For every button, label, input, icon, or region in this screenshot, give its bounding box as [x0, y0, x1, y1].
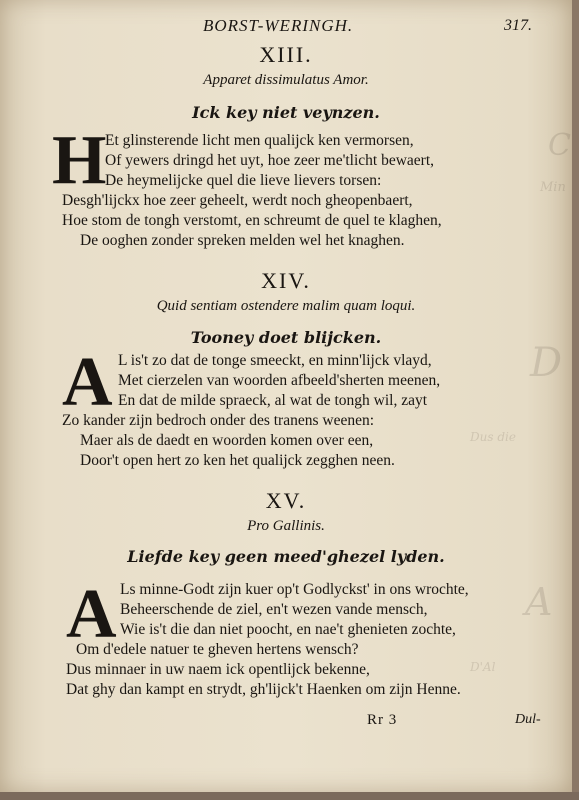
- drop-cap: H: [52, 122, 107, 199]
- bleed-through-text: Min: [540, 180, 566, 195]
- verse-line: Dat ghy dan kampt en strydt, gh'lijck't Haenken om zijn Henne.: [66, 681, 461, 698]
- verse-line: Of yewers dringd het uyt, hoe zeer me'tlicht bewaert,: [105, 152, 435, 169]
- verse-line: Zo kander zijn bedroch onder des tranens weenen:: [62, 412, 375, 429]
- verse-line: Desgh'lijckx hoe zeer geheelt, werdt noch gheopenbaert,: [62, 192, 413, 209]
- section-title: Liefde key geen meed'ghezel lyden.: [127, 547, 445, 566]
- verse-line: Om d'edele natuer te gheven hertens wensch?: [76, 641, 359, 658]
- catchword: Dul-: [515, 712, 541, 727]
- page-number: 317.: [504, 17, 532, 34]
- verse-line: Hoe stom de tongh verstomt, en schreumt de quel te klaghen,: [62, 212, 442, 229]
- section-number: XV.: [265, 488, 307, 513]
- page-edge: [572, 0, 579, 800]
- bleed-through-text: A: [525, 580, 553, 624]
- verse-line: Ls minne-Godt zijn kuer op't Godlyckst' in ons wrochte,: [120, 581, 469, 598]
- bottom-edge: [0, 792, 579, 800]
- bleed-through-text: D: [530, 340, 563, 386]
- verse-line: De heymelijcke quel die lieve lievers torsen:: [105, 172, 382, 189]
- section-title: Tooney doet blijcken.: [190, 328, 382, 347]
- signature-mark: Rr 3: [367, 712, 398, 728]
- verse-line: Beheerschende de ziel, en't wezen vande mensch,: [120, 601, 428, 618]
- verse-line: En dat de milde spraeck, al wat de tongh wil, zayt: [118, 392, 428, 409]
- section-title: Ick key niet veynzen.: [192, 103, 380, 122]
- verse-line: Dus minnaer in uw naem ick opentlijck bekenne,: [66, 661, 370, 678]
- drop-cap: A: [62, 344, 113, 421]
- verse-line: Et glinsterende licht men qualijck ken vermorsen,: [105, 132, 414, 149]
- verse-line: Door't open hert zo ken het qualijck zegghen neen.: [80, 452, 395, 469]
- verse-line: Maer als de daedt en woorden komen over een,: [80, 432, 374, 449]
- section-number: XIV.: [261, 268, 311, 293]
- section-motto: Pro Gallinis.: [247, 518, 325, 534]
- running-head: BORST-WERINGH.: [203, 16, 354, 35]
- bleed-through-text: D'Al: [470, 660, 496, 674]
- verse-line: Wie is't die dan niet poocht, en nae't ghenieten zochte,: [120, 621, 456, 638]
- section-motto: Apparet dissimulatus Amor.: [203, 72, 369, 88]
- section-motto: Quid sentiam ostendere malim quam loqui.: [156, 298, 416, 314]
- verse-line: Met cierzelen van woorden afbeeld'sherten meenen,: [118, 372, 441, 389]
- bleed-through-text: Dus die: [470, 430, 516, 444]
- verse-line: L is't zo dat de tonge smeeckt, en minn'lijck vlayd,: [118, 352, 432, 369]
- drop-cap: A: [66, 576, 117, 653]
- bleed-through-text: C: [548, 128, 571, 163]
- section-number: XIII.: [259, 42, 313, 67]
- verse-line: De ooghen zonder spreken melden wel het knaghen.: [80, 232, 405, 249]
